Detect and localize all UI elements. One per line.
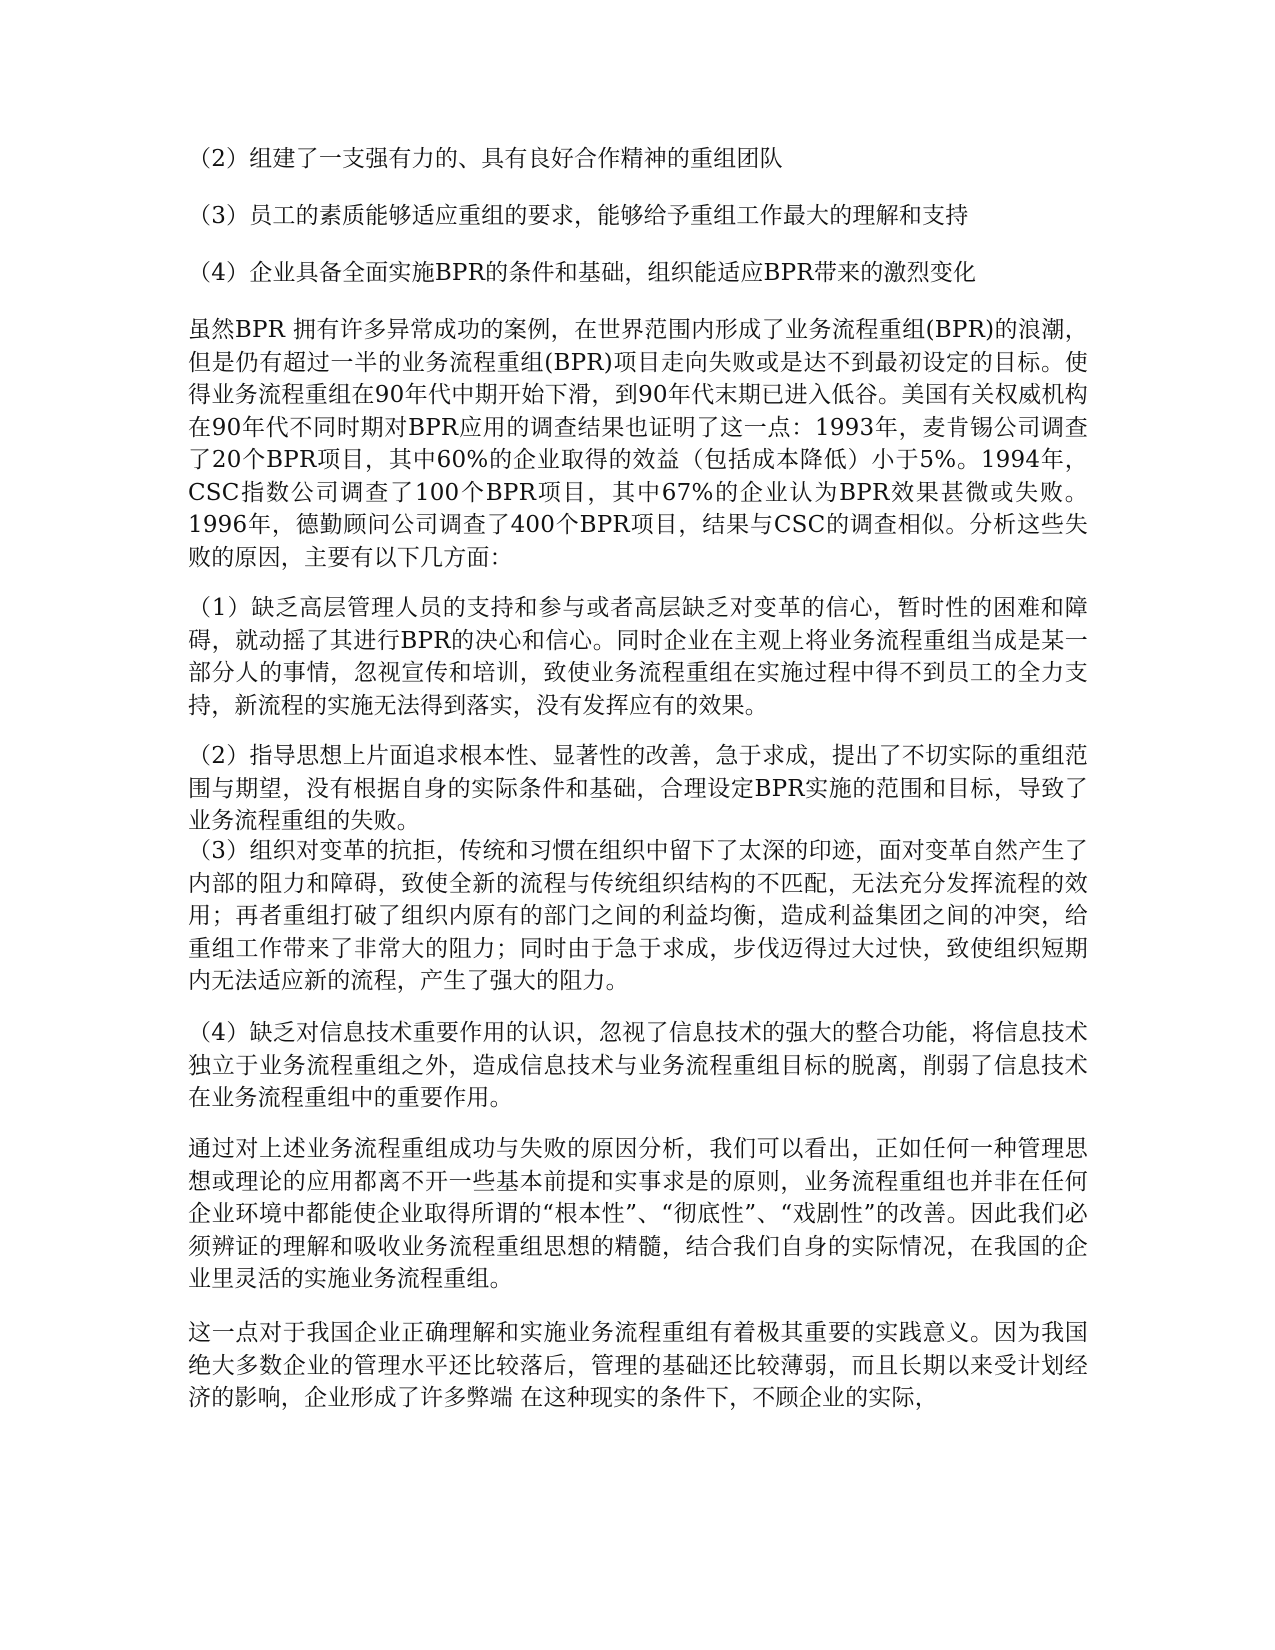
paragraph-failure-reason-3: （3）组织对变革的抗拒，传统和习惯在组织中留下了太深的印迹，面对变革自然产生了内部的阻力和障碍，致使全新的流程与传统组织结构的不匹配，无法充分发挥流程的效用；再者重组打破了组织内原有的部门之间的利益均衡，造成利益集团之间的冲突，给重组工作带来了非常大的阻力；同时由于急于求成，步伐迈得过大过快，致使组织短期内无法适应新的流程，产生了强大的阻力。	[188, 838, 1088, 994]
paragraph-practical-significance: 这一点对于我国企业正确理解和实施业务流程重组有着极其重要的实践意义。因为我国绝大多数企业的管理水平还比较落后，管理的基础还比较薄弱，而且长期以来受计划经济的影响，企业形成了许多弊端 在这种现实的条件下，不顾企业的实际，	[188, 1320, 1088, 1411]
paragraph-success-factor-2: （2）组建了一支强有力的、具有良好合作精神的重组团队	[188, 146, 783, 172]
text-block-7	[188, 835, 1088, 998]
text-block-6	[188, 740, 1088, 838]
paragraph-bpr-failure-overview: 虽然BPR 拥有许多异常成功的案例，在世界范围内形成了业务流程重组(BPR)的浪潮，但是仍有超过一半的业务流程重组(BPR)项目走向失败或是达不到最初设定的目标。使得业务流程重组在90年代中期开始下滑，到90年代末期已进入低谷。美国有关权威机构在90年代不同时期对BPR应用的调查结果也证明了这一点：1993年，麦肯锡公司调查了20个BPR项目，其中60%的企业取得的效益（包括成本降低）小于5%。1994年，CSC指数公司调查了100个BPR项目，其中67%的企业认为BPR效果甚微或失败。1996年，德勤顾问公司调查了400个BPR项目，结果与CSC的调查相似。分析这些失败的原因，主要有以下几方面：	[188, 317, 1088, 571]
text-block-4	[188, 314, 1088, 574]
text-block-1	[188, 143, 1088, 176]
text-block-3	[188, 257, 1088, 290]
paragraph-failure-reason-2: （2）指导思想上片面追求根本性、显著性的改善，急于求成，提出了不切实际的重组范围与期望，没有根据自身的实际条件和基础，合理设定BPR实施的范围和目标，导致了业务流程重组的失败。	[188, 743, 1088, 834]
paragraph-success-factor-3: （3）员工的素质能够适应重组的要求，能够给予重组工作最大的理解和支持	[188, 203, 969, 229]
paragraph-failure-reason-1: （1）缺乏高层管理人员的支持和参与或者高层缺乏对变革的信心，暂时性的困难和障碍，就动摇了其进行BPR的决心和信心。同时企业在主观上将业务流程重组当成是某一部分人的事情，忽视宣传和培训，致使业务流程重组在实施过程中得不到员工的全力支持，新流程的实施无法得到落实，没有发挥应有的效果。	[188, 595, 1088, 719]
paragraph-failure-reason-4: （4）缺乏对信息技术重要作用的认识，忽视了信息技术的强大的整合功能，将信息技术独立于业务流程重组之外，造成信息技术与业务流程重组目标的脱离，削弱了信息技术在业务流程重组中的重要作用。	[188, 1020, 1088, 1111]
text-block-8	[188, 1017, 1088, 1115]
text-block-10	[188, 1317, 1088, 1415]
paragraph-analysis-conclusion: 通过对上述业务流程重组成功与失败的原因分析，我们可以看出，正如任何一种管理思想或理论的应用都离不开一些基本前提和实事求是的原则，业务流程重组也并非在任何企业环境中都能使企业取得所谓的“根本性”、“彻底性”、“戏剧性”的改善。因此我们必须辨证的理解和吸收业务流程重组思想的精髓，结合我们自身的实际情况，在我国的企业里灵活的实施业务流程重组。	[188, 1136, 1088, 1292]
text-block-9	[188, 1133, 1088, 1296]
text-block-2	[188, 200, 1088, 233]
paragraph-success-factor-4: （4）企业具备全面实施BPR的条件和基础，组织能适应BPR带来的激烈变化	[188, 260, 977, 286]
text-block-5	[188, 592, 1088, 722]
